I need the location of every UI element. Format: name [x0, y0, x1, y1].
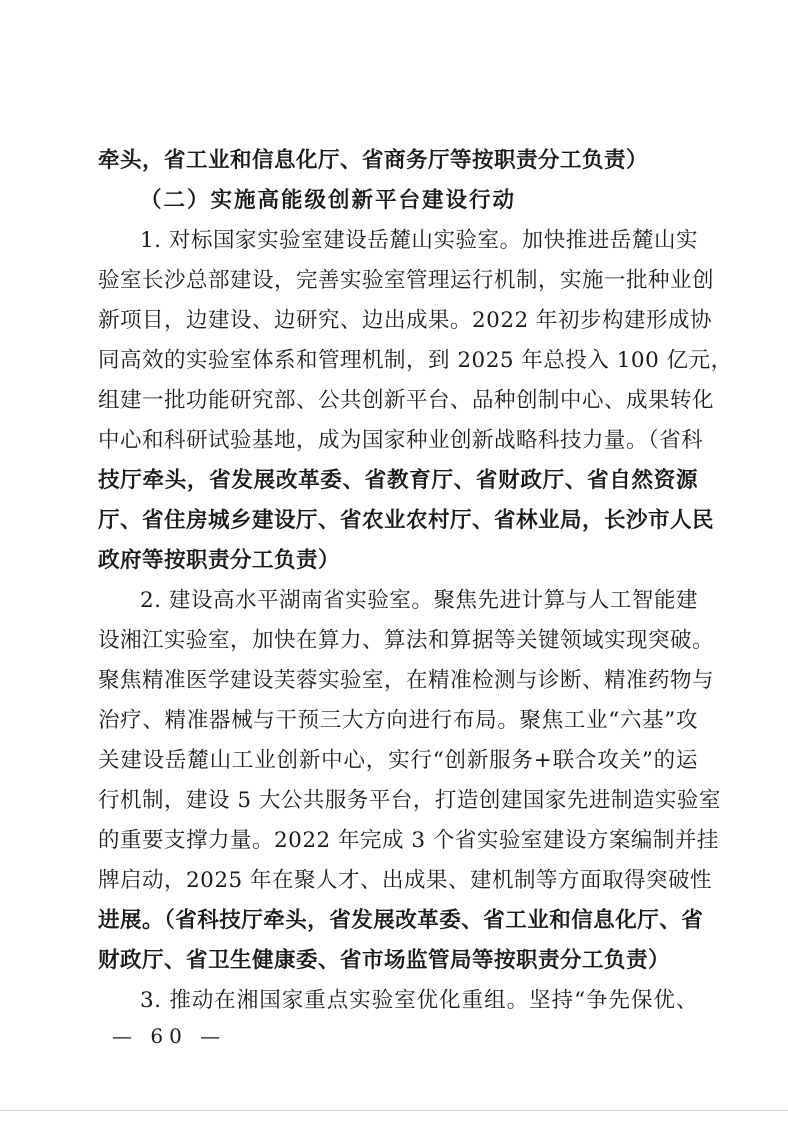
text-line: 治疗、精准器械与干预三大方向进行布局。聚焦工业“六基”攻 [98, 708, 698, 733]
section-heading: （二）实施高能级创新平台建设行动 [140, 188, 517, 213]
text-line: 厅、省住房城乡建设厅、省农业农村厅、省林业局，长沙市人民 [98, 508, 715, 533]
text-line: 政府等按职责分工负责） [98, 548, 341, 573]
text-line: 牌启动，2025 年在聚人才、出成果、建机制等方面取得突破性 [98, 868, 713, 893]
text-line: 3. 推动在湘国家重点实验室优化重组。坚持“争先保优、 [140, 988, 698, 1013]
text-line: 行机制，建设 5 大公共服务平台，打造创建国家先进制造实验室 [98, 788, 721, 813]
text-line: 牵头，省工业和信息化厅、省商务厅等按职责分工负责） [98, 148, 649, 173]
text-line: 财政厅、省卫生健康委、省市场监管局等按职责分工负责） [98, 948, 671, 973]
text-line: 中心和科研试验基地，成为国家种业创新战略科技力量。（省科 [98, 428, 704, 453]
text-line: 的重要支撑力量。2022 年完成 3 个省实验室建设方案编制并挂 [98, 828, 719, 853]
text-line: 技厅牵头，省发展改革委、省教育厅、省财政厅、省自然资源 [98, 468, 698, 493]
text-line: 验室长沙总部建设，完善实验室管理运行机制，实施一批种业创 [98, 268, 715, 293]
page-number: — 60 — [112, 1024, 227, 1048]
text-line: 关建设岳麓山工业创新中心，实行“创新服务+联合攻关”的运 [98, 748, 698, 773]
text-line: 组建一批功能研究部、公共创新平台、品种创制中心、成果转化 [98, 388, 715, 413]
text-line: 2. 建设高水平湖南省实验室。聚焦先进计算与人工智能建 [140, 588, 698, 613]
text-line: 进展。（省科技厅牵头，省发展改革委、省工业和信息化厅、省 [98, 908, 704, 933]
scan-edge-line [0, 1110, 788, 1111]
text-line: 聚焦精准医学建设芙蓉实验室，在精准检测与诊断、精准药物与 [98, 668, 715, 693]
text-line: 1. 对标国家实验室建设岳麓山实验室。加快推进岳麓山实 [140, 228, 698, 253]
text-line: 设湘江实验室，加快在算力、算法和算据等关键领域实现突破。 [98, 628, 715, 653]
text-line: 新项目，边建设、边研究、边出成果。2022 年初步构建形成协 [98, 308, 713, 333]
text-line: 同高效的实验室体系和管理机制，到 2025 年总投入 100 亿元， [98, 348, 733, 373]
